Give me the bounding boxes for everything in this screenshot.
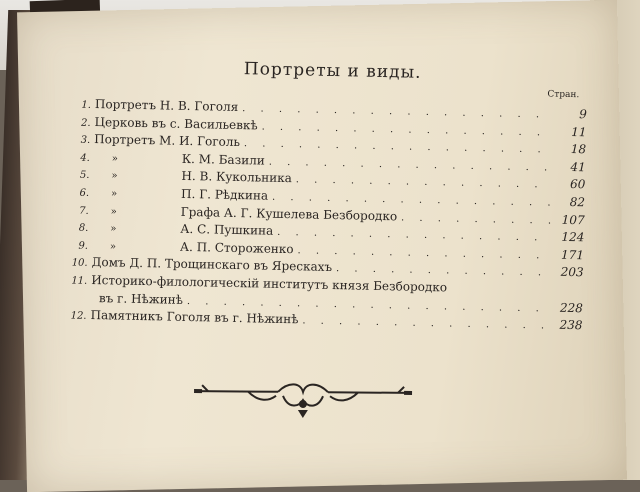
entry-number: 2. [80,117,91,129]
entry-title: Церковь въ с. Васильевкѣ [94,114,258,132]
page-title: Портреты и виды. [243,59,422,83]
decorative-ornament-icon [188,377,418,419]
entry-page: 203 [560,265,584,280]
ditto-mark: » [111,153,119,165]
ditto-mark: » [109,241,117,253]
entry-page: 107 [561,212,585,227]
entry-title: П. Г. Рѣдкина [180,186,269,203]
entry-number: 10. [71,257,88,270]
ditto-mark: » [111,170,118,182]
entry-title: Н. В. Кукольника [181,169,293,186]
entry-page: 171 [560,247,585,263]
entry-number: 11. [71,275,88,287]
entry-number: 12. [70,310,87,322]
entry-number: 6. [79,187,90,199]
entry-page: 9 [579,107,588,122]
entry-page: 228 [559,300,583,315]
ditto-mark: » [110,205,117,218]
entry-page: 238 [559,317,583,333]
entry-title: К. М. Базили [181,151,265,168]
entry-number: 8. [78,222,89,235]
ditto-mark: » [110,188,118,200]
entry-number: 9. [78,240,89,252]
entry-page: 11 [571,124,587,139]
entry-number: 1. [81,99,92,111]
ditto-mark: » [110,223,117,235]
entry-page: 41 [570,159,586,175]
entry-page: 82 [569,194,586,210]
entry-title: Портретъ Н. В. Гоголя [94,96,239,114]
entry-number: 4. [80,152,90,164]
entry-number: 5. [79,170,90,182]
entry-number: 7. [79,205,89,217]
entry-title: Памятникъ Гоголя въ г. Нѣжинѣ [90,308,299,327]
entry-page: 18 [570,142,587,157]
table-of-contents [42,55,588,335]
entry-page: 124 [561,229,585,245]
entry-page: 60 [569,177,586,192]
entry-title: А. П. Стороженко [179,239,294,256]
entry-title: Историко-филологическій институтъ князя Безбородко [91,272,448,295]
entry-title: А. С. Пушкина [180,221,274,238]
entry-number: 3. [80,134,91,147]
entry-title: Домъ Д. П. Трощинскаго въ Ярескахъ [91,255,333,275]
entry-title: Портретъ М. И. Гоголь [94,132,241,150]
pages-column-label: Стран. [547,89,580,101]
entry-title-continued: въ г. Нѣжинѣ [98,290,184,307]
entry-title: Графа А. Г. Кушелева Безбородко [180,204,398,223]
